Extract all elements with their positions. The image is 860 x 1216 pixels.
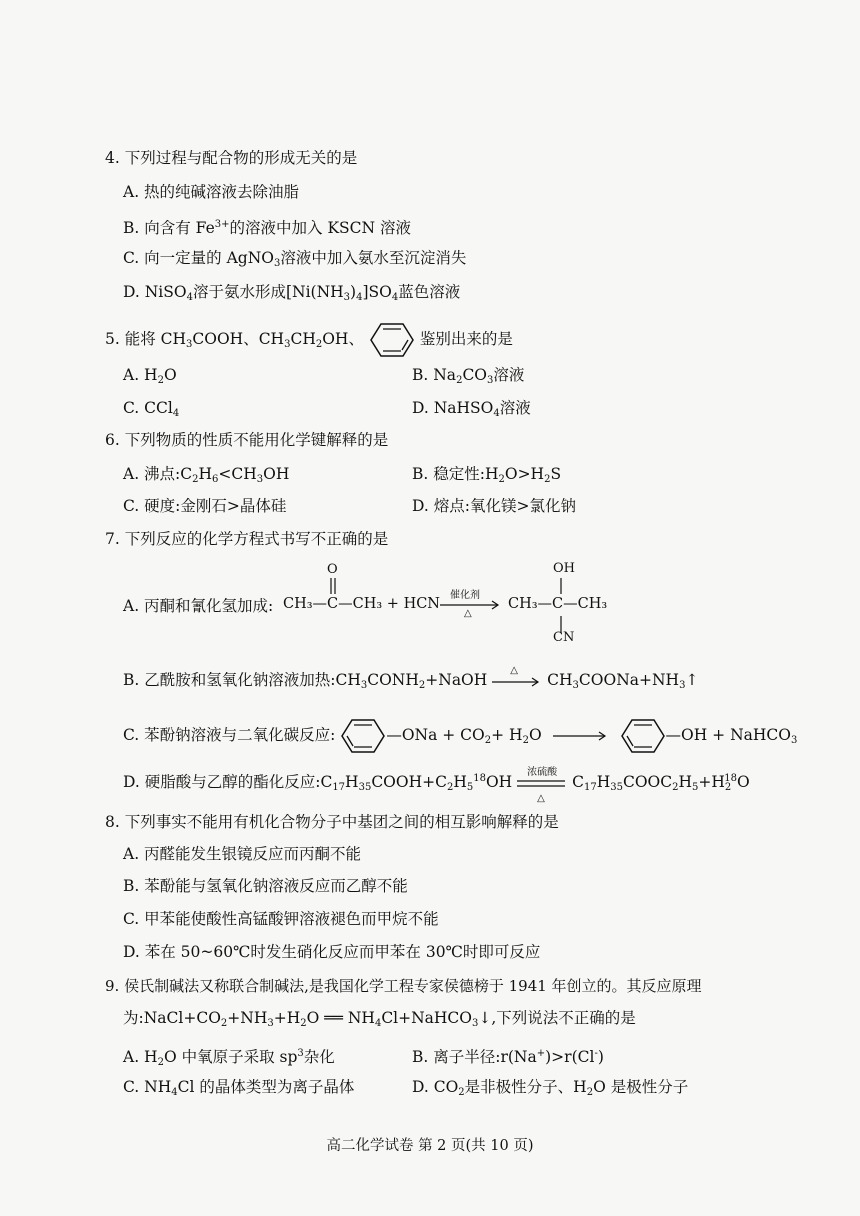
q7-b-arrow-icon bbox=[492, 677, 542, 687]
question-9-stem-line-2: 为$:NaCl+CO_2+NH_3+H_2O$ ══ $NH_4Cl+NaHCO_3↓$,下列说法不正确的是 bbox=[123, 1009, 636, 1029]
q7-option-b: B. 乙酰胺和氢氧化钠溶液加热$:CH_3CONH_2+NaOH$ △ $CH_3COONa+NH_3↑$ bbox=[123, 665, 699, 691]
q7-d-arrow: 浓硫酸 △ bbox=[517, 773, 567, 793]
question-8-stem: 8. 下列事实不能用有机化合物分子中基团之间的相互影响解释的是 bbox=[105, 813, 559, 831]
q7-b-arrow: △ bbox=[492, 671, 542, 691]
question-6-stem: 6. 下列物质的性质不能用化学键解释的是 bbox=[105, 431, 389, 449]
q7-c-arrow-icon bbox=[553, 731, 609, 741]
q7-option-a-label: A. 丙酮和氰化氢加成: bbox=[123, 597, 274, 615]
q9-option-d: D. $CO_2$是非极性分子、$H_2O$ 是极性分子 bbox=[412, 1078, 689, 1098]
q9-option-b: B. 离子半径:r(Na+)>r(Cl-) bbox=[412, 1048, 604, 1066]
q5-option-a: A. $H_2O$ bbox=[123, 366, 177, 386]
q9-option-a: A. $H_2O$ 中氧原子采取 $sp^3$杂化 bbox=[123, 1048, 335, 1068]
q6-option-b: B. 稳定性$:H_2O>H_2S$ bbox=[412, 465, 562, 485]
q5-option-d: D. NaHSO$_4$溶液 bbox=[412, 399, 531, 419]
q7-option-d: D. 硬脂酸与乙醇的酯化反应$:C_{17}H_{35}COOH+C_2H_5^{18}OH$ 浓硫酸 △ $C_{17}H_{35}COOC_2H_5+H_2^{18}O$ bbox=[123, 767, 750, 804]
q6-option-c: C. 硬度:金刚石>晶体硅 bbox=[123, 497, 287, 515]
q6-option-d: D. 熔点:氧化镁>氯化钠 bbox=[412, 497, 576, 515]
page-footer: 高二化学试卷 第 2 页(共 10 页) bbox=[326, 1138, 534, 1154]
benzene-ring-icon bbox=[369, 322, 415, 358]
q4-option-d: D. NiSO$_4$溶于氨水形成$[Ni(NH_3)_4]SO_4$蓝色溶液 bbox=[123, 283, 461, 303]
q7-a-heat: △ bbox=[464, 608, 472, 619]
q7-a-carbonyl-o: O bbox=[327, 562, 338, 577]
q7-a-product-oh: OH bbox=[553, 561, 575, 576]
q5-option-c: C. CCl$_4$ bbox=[123, 399, 180, 419]
q4-option-a: A. 热的纯碱溶液去除油脂 bbox=[123, 183, 300, 201]
q7-a-catalyst: 催化剂 bbox=[450, 590, 480, 601]
q4-option-b: B. 向含有 $Fe^{3+}$的溶液中加入 KSCN 溶液 bbox=[123, 219, 411, 237]
q8-option-b: B. 苯酚能与氢氧化钠溶液反应而乙醇不能 bbox=[123, 877, 408, 895]
q8-option-c: C. 甲苯能使酸性高锰酸钾溶液褪色而甲烷不能 bbox=[123, 910, 439, 928]
phenol-ring-icon bbox=[620, 718, 666, 754]
phenyl-ring-icon bbox=[340, 718, 386, 754]
q7-a-reactants: CH₃—C—CH₃ + HCN bbox=[283, 596, 440, 612]
q7-option-c: C. 苯酚钠溶液与二氧化碳反应: —ONa + $CO_2+ H_2O$ —OH + NaHCO$_3$ bbox=[123, 718, 797, 754]
q9-option-c: C. $NH_4Cl$ 的晶体类型为离子晶体 bbox=[123, 1078, 355, 1098]
q8-option-d: D. 苯在 50~60℃时发生硝化反应而甲苯在 30℃时即可反应 bbox=[123, 943, 541, 961]
question-4-stem: 4. 下列过程与配合物的形成无关的是 bbox=[105, 149, 358, 167]
question-9-stem-line-1: 9. 侯氏制碱法又称联合制碱法,是我国化学工程专家侯德榜于 1941 年创立的。其反应原理 bbox=[105, 977, 702, 995]
q4-option-c: C. 向一定量的 AgNO$_3$溶液中加入氨水至沉淀消失 bbox=[123, 249, 467, 269]
q7-a-double-bond-icon bbox=[326, 578, 340, 596]
question-5-stem: 5. 能将 $CH_3COOH$、$CH_3CH_2OH$、 鉴别出来的是 bbox=[105, 322, 513, 358]
q8-option-a: A. 丙醛能发生银镜反应而丙酮不能 bbox=[123, 845, 362, 863]
q7-a-product-cn: CN bbox=[553, 630, 575, 645]
q7-a-product: CH₃—C—CH₃ bbox=[508, 596, 608, 612]
q5-option-b: B. $Na_2CO_3$溶液 bbox=[412, 366, 525, 386]
q7-a-vertical-bonds-icon bbox=[557, 578, 565, 638]
question-7-stem: 7. 下列反应的化学方程式书写不正确的是 bbox=[105, 530, 389, 548]
q6-option-a: A. 沸点$:C_2H_6<CH_3OH$ bbox=[123, 465, 290, 485]
